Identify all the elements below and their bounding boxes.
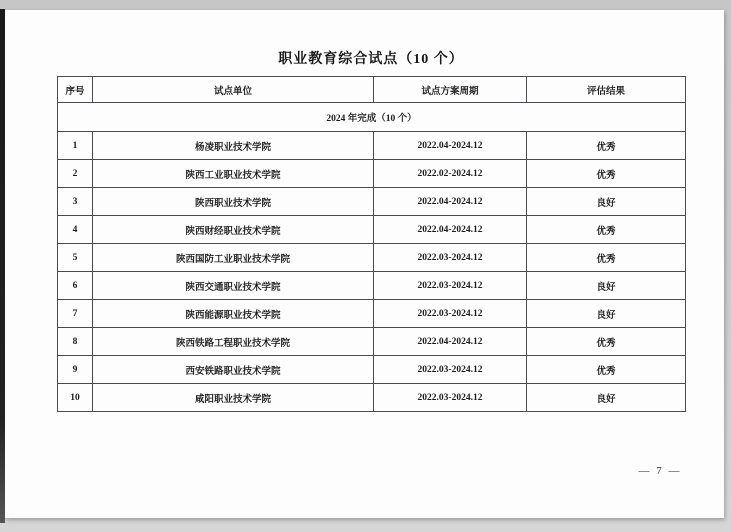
cell-unit: 陕西财经职业技术学院 [93, 216, 374, 244]
cell-period: 2022.03-2024.12 [374, 272, 527, 300]
table-row [58, 132, 686, 160]
cell-unit: 西安铁路职业技术学院 [93, 356, 374, 384]
cell-unit: 陕西工业职业技术学院 [93, 160, 374, 188]
column-header-serial: 序号 [58, 77, 93, 103]
section-header: 2024 年完成（10 个） [58, 103, 686, 132]
cell-period: 2022.04-2024.12 [374, 132, 527, 160]
cell-period: 2022.04-2024.12 [374, 328, 527, 356]
cell-unit: 陕西国防工业职业技术学院 [93, 244, 374, 272]
cell-result: 优秀 [527, 244, 686, 272]
table-row [58, 216, 686, 244]
column-header-result: 评估结果 [527, 77, 686, 103]
cell-period: 2022.02-2024.12 [374, 160, 527, 188]
cell-period: 2022.03-2024.12 [374, 356, 527, 384]
cell-serial: 1 [58, 132, 93, 160]
table-row [58, 188, 686, 216]
page-number: — 7 — [638, 465, 682, 477]
cell-result: 良好 [527, 384, 686, 412]
cell-serial: 10 [58, 384, 93, 412]
cell-unit: 咸阳职业技术学院 [93, 384, 374, 412]
cell-serial: 9 [58, 356, 93, 384]
cell-unit: 陕西交通职业技术学院 [93, 272, 374, 300]
cell-result: 优秀 [527, 356, 686, 384]
cell-serial: 7 [58, 300, 93, 328]
scan-left-edge [0, 9, 5, 523]
cell-period: 2022.04-2024.12 [374, 216, 527, 244]
cell-period: 2022.03-2024.12 [374, 300, 527, 328]
cell-serial: 4 [58, 216, 93, 244]
table-row [58, 244, 686, 272]
cell-result: 良好 [527, 272, 686, 300]
cell-result: 优秀 [527, 216, 686, 244]
column-header-unit: 试点单位 [93, 77, 374, 103]
page-title: 职业教育综合试点（10 个） [278, 52, 464, 67]
cell-serial: 2 [58, 160, 93, 188]
cell-result: 优秀 [527, 160, 686, 188]
cell-result: 优秀 [527, 328, 686, 356]
section-row [58, 103, 686, 132]
cell-period: 2022.04-2024.12 [374, 188, 527, 216]
table-header-row [58, 77, 686, 103]
table-row [58, 272, 686, 300]
table-row [58, 356, 686, 384]
table-row [58, 384, 686, 412]
table-row [58, 300, 686, 328]
column-header-period: 试点方案周期 [374, 77, 527, 103]
cell-result: 优秀 [527, 132, 686, 160]
cell-serial: 5 [58, 244, 93, 272]
cell-period: 2022.03-2024.12 [374, 384, 527, 412]
pilot-table [57, 76, 686, 412]
cell-unit: 陕西能源职业技术学院 [93, 300, 374, 328]
cell-serial: 3 [58, 188, 93, 216]
cell-result: 良好 [527, 188, 686, 216]
cell-serial: 6 [58, 272, 93, 300]
cell-unit: 杨凌职业技术学院 [93, 132, 374, 160]
cell-unit: 陕西职业技术学院 [93, 188, 374, 216]
cell-serial: 8 [58, 328, 93, 356]
cell-result: 良好 [527, 300, 686, 328]
table-row [58, 328, 686, 356]
cell-period: 2022.03-2024.12 [374, 244, 527, 272]
document-page [5, 10, 724, 518]
table-row [58, 160, 686, 188]
cell-unit: 陕西铁路工程职业技术学院 [93, 328, 374, 356]
